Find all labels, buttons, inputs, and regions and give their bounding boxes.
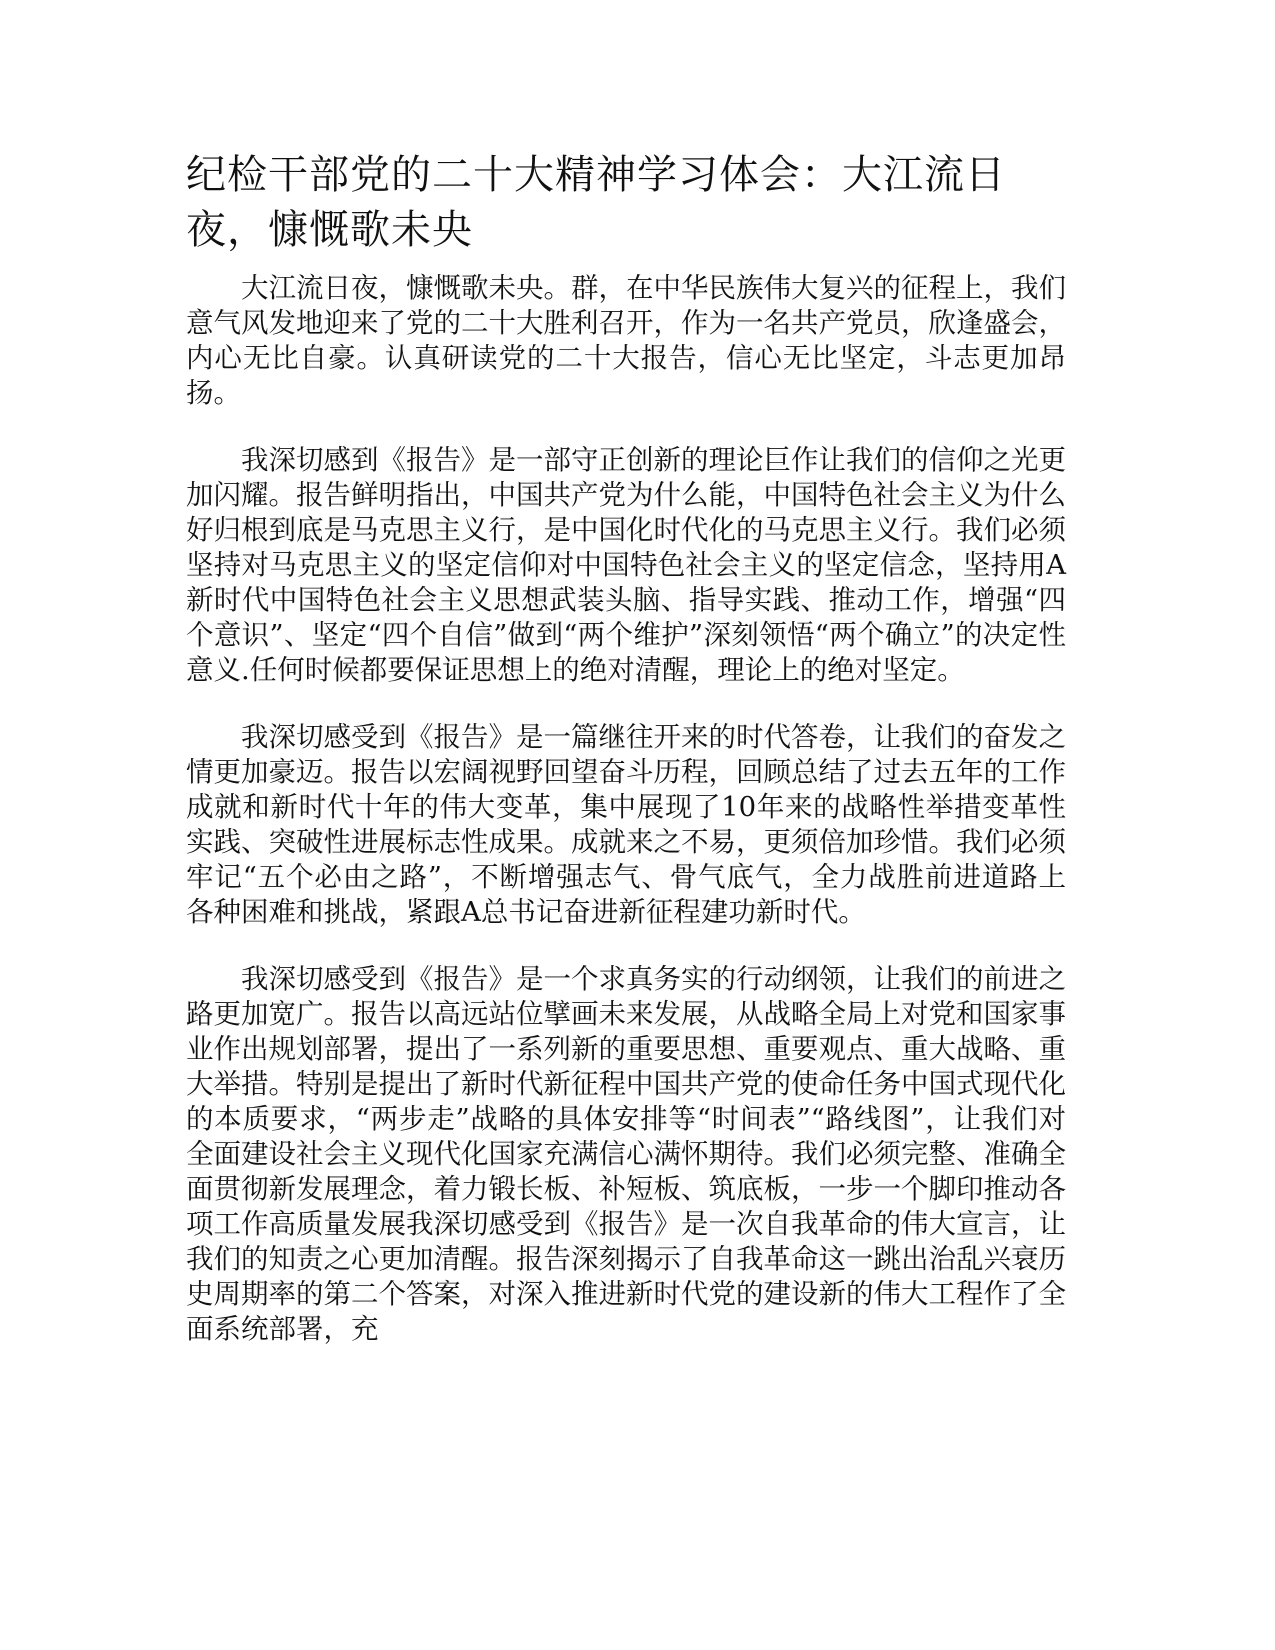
paragraph-1: 大江流日夜，慷慨歌未央。群，在中华民族伟大复兴的征程上，我们意气风发地迎来了党的二十大胜利召开，作为一名共产党员，欣逢盛会，内心无比自豪。认真研读党的二十大报告，信心无比坚定，斗志更加昂扬。 bbox=[186, 272, 1066, 409]
document-title: 纪检干部党的二十大精神学习体会：大江流日夜，慷慨歌未央 bbox=[186, 152, 1006, 253]
paragraph-4: 我深切感受到《报告》是一个求真务实的行动纲领，让我们的前进之路更加宽广。报告以高远站位擘画未来发展，从战略全局上对党和国家事业作出规划部署，提出了一系列新的重要思想、重要观点、重大战略、重大举措。特别是提出了新时代新征程中国共产党的使命任务中国式现代化的本质要求，“两步走”战略的具体安排等“时间表”“路线图”，让我们对全面建设社会主义现代化国家充满信心满怀期待。我们必须完整、准确全面贯彻新发展理念，着力锻长板、补短板、筑底板，一步一个脚印推动各项工作高质量发展我深切感受到《报告》是一次自我革命的伟大宣言，让我们的知责之心更加清醒。报告深刻揭示了自我革命这一跳出治乱兴衰历史周期率的第二个答案，对深入推进新时代党的建设新的伟大工程作了全面系统部署，充 bbox=[186, 963, 1066, 1345]
document-body bbox=[186, 271, 1066, 1347]
paragraph-3: 我深切感受到《报告》是一篇继往开来的时代答卷，让我们的奋发之情更加豪迈。报告以宏阔视野回望奋斗历程，回顾总结了过去五年的工作成就和新时代十年的伟大变革，集中展现了10年来的战略性举措变革性实践、突破性进展标志性成果。成就来之不易，更须倍加珍惜。我们必须牢记“五个必由之路”，不断增强志气、骨气底气，全力战胜前进道路上各种困难和挑战，紧跟A总书记奋进新征程建功新时代。 bbox=[186, 721, 1066, 928]
paragraph-2: 我深切感到《报告》是一部守正创新的理论巨作让我们的信仰之光更加闪耀。报告鲜明指出，中国共产党为什么能，中国特色社会主义为什么好归根到底是马克思主义行，是中国化时代化的马克思主义行。我们必须坚持对马克思主义的坚定信仰对中国特色社会主义的坚定信念，坚持用A新时代中国特色社会主义思想武装头脑、指导实践、推动工作，增强“四个意识”、坚定“四个自信”做到“两个维护”深刻领悟“两个确立”的决定性意义.任何时候都要保证思想上的绝对清醒，理论上的绝对坚定。 bbox=[186, 444, 1066, 686]
